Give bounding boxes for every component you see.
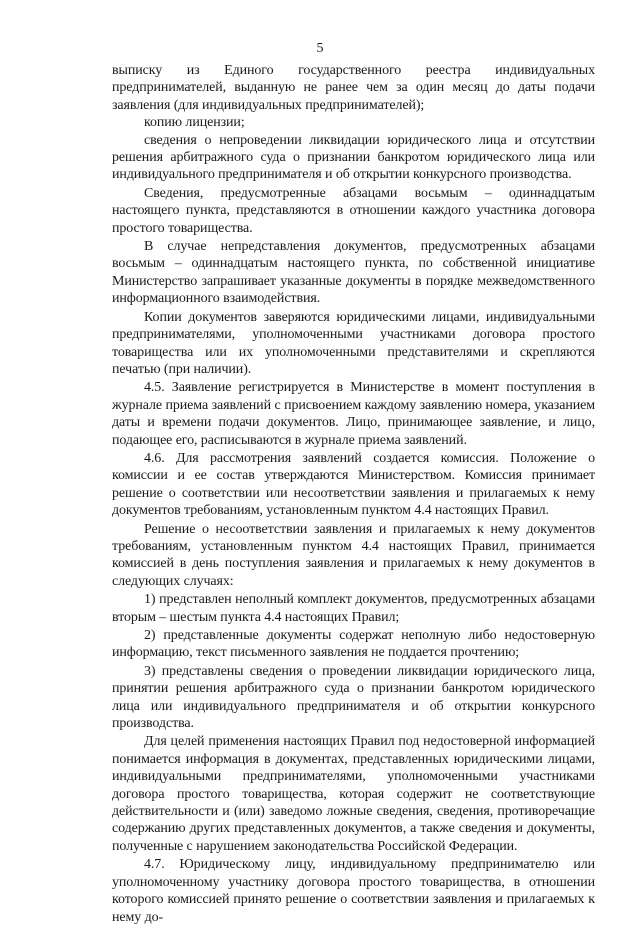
page-number: 5 (316, 41, 324, 56)
document-body (112, 62, 595, 926)
paragraph-interagency-request: В случае непредставления документов, предусмотренных абзацами восьмым – одиннадцатым настоящего пункта, по собственной инициативе Министерство запрашивает указанные документы в порядке межведомственного информационного взаимодействия. (112, 239, 595, 307)
list-item-3-liquidation: 3) представлены сведения о проведении ликвидации юридического лица, принятии решения арбитражного суда о признании банкротом юридического лица или индивидуального предпринимателя и об открытии конкурсного производства. (112, 663, 595, 732)
paragraph-partnership-info: Сведения, предусмотренные абзацами восьмым – одиннадцатым настоящего пункта, представляются в отношении каждого участника договора простого товарищества. (112, 185, 595, 236)
paragraph-4-6-commission: 4.6. Для рассмотрения заявлений создается комиссия. Положение о комиссии и ее состав утверждаются Министерством. Комиссия принимает решение о соответствии или несоответствии заявления и прилагаемых к нему документов требованиям, установленным пунктом 4.4 настоящих Правил. (112, 450, 595, 519)
paragraph-inaccurate-info-definition: Для целей применения настоящих Правил под недостоверной информацией понимается информация в документах, представленных юридическими лицами, индивидуальными предпринимателями, уполномоченными участниками договора простого товарищества, которая содержит не соответствующие действительности и (или) заведомо ложные сведения, сведения, противоречащие содержанию других представленных документов, а также сведения и документы, полученные с нарушением законодательства Российской Федерации. (112, 734, 595, 854)
list-item-1-incomplete-set: 1) представлен неполный комплект документов, предусмотренных абзацами вторым – шестым пункта 4.4 настоящих Правил; (112, 592, 595, 625)
paragraph-4-5-registration: 4.5. Заявление регистрируется в Министерстве в момент поступления в журнале приема заявлений с присвоением каждому заявлению номера, указанием даты и времени подачи документов. Лицо, принимающее заявление, и лицо, подающее его, расписываются в журнале приема заявлений. (112, 380, 595, 448)
paragraph-license-copy: копию лицензии; (144, 115, 245, 131)
list-item-2-inaccurate-info: 2) представленные документы содержат неполную либо недостоверную информацию, текст письменного заявления не поддается прочтению; (112, 628, 595, 661)
paragraph-egrip-extract: выписку из Единого государственного реестра индивидуальных предпринимателей, выданную не ранее чем за один месяц до даты подачи заявления (для индивидуальных предпринимателей); (112, 63, 595, 113)
paragraph-nonconformity-decision: Решение о несоответствии заявления и прилагаемых к нему документов требованиям, установленным пунктом 4.4 настоящих Правил, принимается комиссией в день поступления заявления и прилагаемых к нему документов в следующих случаях: (112, 521, 595, 589)
paragraph-4-7-notification: 4.7. Юридическому лицу, индивидуальному предпринимателю или уполномоченному участнику договора простого товарищества, в отношении которого комиссией принято решение о соответствии заявления и прилагаемых к нему до- (112, 857, 595, 925)
paragraph-no-liquidation: сведения о непроведении ликвидации юридического лица и отсутствии решения арбитражного суда о признании банкротом юридического лица или индивидуального предпринимателя и об открытии конкурсного производства. (112, 132, 595, 183)
paragraph-copies-certification: Копии документов заверяются юридическими лицами, индивидуальными предпринимателями, уполномоченными участниками договора простого товарищества или их уполномоченными представителями и скрепляются печатью (при наличии). (112, 309, 595, 377)
